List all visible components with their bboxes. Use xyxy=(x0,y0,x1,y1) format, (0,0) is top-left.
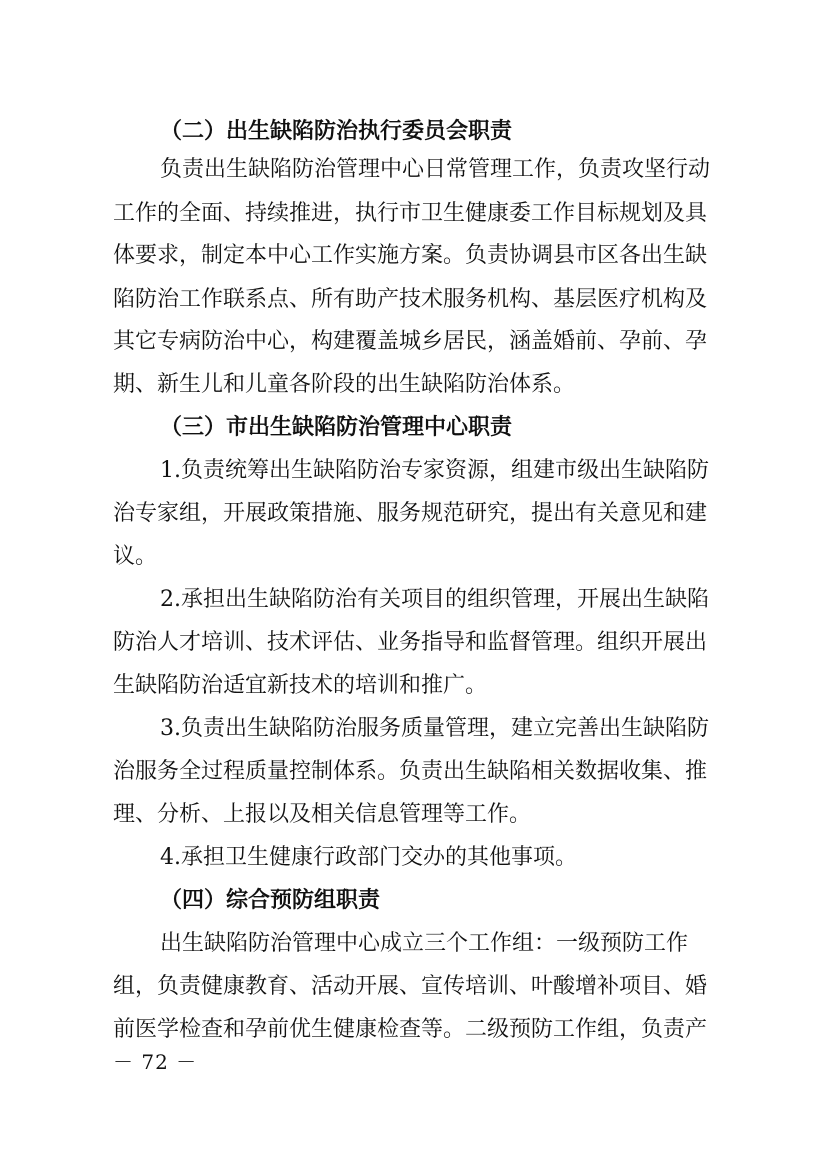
section-heading-2: （二）出生缺陷防治执行委员会职责 xyxy=(160,119,513,144)
paragraph-line: 陷防治工作联系点、所有助产技术服务机构、基层医疗机构及 xyxy=(113,287,708,312)
paragraph-line: 前医学检查和孕前优生健康检查等。二级预防工作组，负责产 xyxy=(113,1017,708,1042)
paragraph-line: 2.承担出生缺陷防治有关项目的组织管理，开展出生缺陷 xyxy=(160,587,709,612)
section-heading-4: （四）综合预防组职责 xyxy=(160,888,381,913)
paragraph-line: 体要求，制定本中心工作实施方案。负责协调县市区各出生缺 xyxy=(113,243,708,268)
paragraph-line: 4.承担卫生健康行政部门交办的其他事项。 xyxy=(160,845,577,870)
paragraph-line: 治服务全过程质量控制体系。负责出生缺陷相关数据收集、推 xyxy=(113,759,708,784)
paragraph-line: 组，负责健康教育、活动开展、宣传培训、叶酸增补项目、婚 xyxy=(113,974,708,999)
paragraph-line: 生缺陷防治适宜新技术的培训和推广。 xyxy=(113,673,488,698)
paragraph-line: 期、新生儿和儿童各阶段的出生缺陷防治体系。 xyxy=(113,372,576,397)
paragraph-line: 3.负责出生缺陷防治服务质量管理，建立完善出生缺陷防 xyxy=(160,716,709,741)
paragraph-line: 负责出生缺陷防治管理中心日常管理工作，负责攻坚行动 xyxy=(160,157,711,182)
paragraph-line: 1.负责统筹出生缺陷防治专家资源，组建市级出生缺陷防 xyxy=(160,458,709,483)
paragraph-line: 出生缺陷防治管理中心成立三个工作组：一级预防工作 xyxy=(160,931,689,956)
paragraph-line: 理、分析、上报以及相关信息管理等工作。 xyxy=(113,802,532,827)
page-number: － 72 － xyxy=(113,1050,198,1074)
paragraph-line: 治专家组，开展政策措施、服务规范研究，提出有关意见和建 xyxy=(113,501,708,526)
paragraph-line: 其它专病防治中心，构建覆盖城乡居民，涵盖婚前、孕前、孕 xyxy=(113,329,708,354)
paragraph-line: 议。 xyxy=(113,544,158,569)
paragraph-line: 工作的全面、持续推进，执行市卫生健康委工作目标规划及具 xyxy=(113,201,708,226)
section-heading-3: （三）市出生缺陷防治管理中心职责 xyxy=(160,415,513,440)
paragraph-line: 防治人才培训、技术评估、业务指导和监督管理。组织开展出 xyxy=(113,630,708,655)
